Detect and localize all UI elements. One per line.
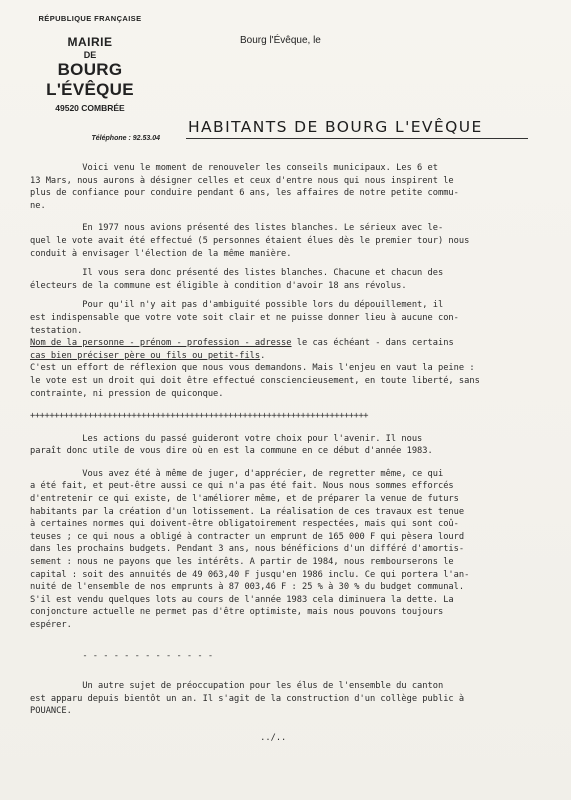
underlined-text: cas bien préciser père ou fils ou petit-fils	[30, 350, 261, 361]
text-line: teuses ; ce qui nous a obligé à contracter un emprunt de 165 000 F qui pèsera lourd	[30, 531, 465, 542]
phone-number: Téléphone : 92.53.04	[91, 135, 160, 142]
text-line: contrainte, ni pression de quiconque.	[30, 388, 224, 399]
mairie-label: MAIRIE	[67, 35, 113, 49]
text-line	[30, 337, 548, 350]
text-line: est indispensable que votre vote soit clair et ne puisse donner lieu à aucune con-	[30, 312, 459, 323]
text-line: Pour qu'il n'y ait pas d'ambiguité possible lors du dépouillement, il	[30, 300, 444, 311]
text-line: d'entretenir ce qui existe, de l'améliorer même, et de préparer la venue de futurs	[30, 494, 459, 505]
dash-line: - - - - - - - - - - - - -	[82, 650, 214, 661]
paragraph-actions	[30, 433, 548, 458]
paragraph-1977	[30, 222, 548, 260]
text-line: POUANCE.	[30, 706, 72, 717]
text-line: habitants par la création d'un lotissement. La réalisation de ces travaux est tenue	[30, 506, 465, 517]
paragraph-listes-blanches	[30, 267, 548, 292]
de-label: DE	[83, 50, 97, 60]
text-line	[30, 350, 548, 363]
text-line: plus de confiance pour conduire pendant 6 ans, les affaires de notre petite commu-	[30, 188, 459, 199]
town-name: BOURG L'ÉVÊQUE	[46, 60, 134, 99]
letterhead	[20, 14, 160, 142]
text-line: dans les prochains budgets. Pendant 3 ans, nous bénéficions d'un différé d'amortis-	[30, 544, 465, 555]
title-underline	[186, 138, 528, 139]
plus-separator: ++++++++++++++++++++++++++++++++++++++++++++++++++++++++++++++++++++++	[30, 411, 369, 422]
text-line: ne.	[30, 200, 46, 211]
text-line: quel le vote avait été effectué (5 personnes étaient élues dès le premier tour) nous	[30, 235, 470, 246]
text-line: Il vous sera donc présenté des listes blanches. Chacune et chacun des	[30, 268, 444, 279]
paragraph-reflexion	[30, 362, 548, 400]
text-line: Vous avez été à même de juger, d'apprécier, de regretter même, ce qui	[30, 468, 444, 479]
place-date: Bourg l'Évêque, le	[240, 35, 321, 46]
postal-address: 49520 COMBRÉE	[55, 103, 125, 113]
text-line: testation.	[30, 325, 83, 336]
text-line: Un autre sujet de préoccupation pour les élus de l'ensemble du canton	[30, 681, 444, 692]
paragraph-vote	[30, 299, 548, 362]
text-line: conjoncture actuelle ne permet pas d'être optimiste, mais nous pouvons toujours	[30, 607, 444, 618]
page-title: HABITANTS DE BOURG L'EVÊQUE	[188, 118, 483, 136]
text-line: à certaines normes qui doivent-être obligatoirement respectées, mais qui sont coû-	[30, 519, 459, 530]
text-line: sement : nous ne payons que les intérêts. A partir de 1984, nous rembourserons le	[30, 557, 454, 568]
text-line: Voici venu le moment de renouveler les conseils municipaux. Les 6 et	[30, 163, 438, 173]
continued-marker	[30, 732, 548, 745]
continued-text: ../..	[260, 732, 287, 743]
text-line: électeurs de la commune est éligible à condition d'avoir 18 ans révolus.	[30, 280, 407, 291]
paragraph-elections	[30, 162, 548, 212]
paragraph-college	[30, 680, 548, 718]
text-line: C'est un effort de réflexion que nous vous demandons. Mais l'enjeu en vaut la peine :	[30, 363, 475, 374]
text-line: espérer.	[30, 620, 72, 630]
text-line: S'il est vendu quelques lots au cours de l'année 1983 cela diminuera la dette. La	[30, 594, 454, 605]
paragraph-bilan	[30, 468, 548, 632]
text-fragment: .	[260, 350, 266, 361]
text-line: conduit à envisager l'élection de la même manière.	[30, 248, 292, 259]
text-fragment: le cas échéant - dans certains	[291, 338, 454, 349]
text-line: paraît donc utile de vous dire où en est la commune en ce début d'année 1983.	[30, 446, 433, 457]
text-line: a été fait, et peut-être aussi ce qui n'a pas été fait. Nous nous sommes efforcés	[30, 481, 454, 492]
text-line: Les actions du passé guideront votre choix pour l'avenir. Il nous	[30, 433, 423, 444]
text-line: est apparu depuis bientôt un an. Il s'agit de la construction d'un collège public à	[30, 693, 465, 704]
text-line: le vote est un droit qui doit être effectué consciencieusement, en toute liberté, sans	[30, 375, 480, 386]
text-line: 13 Mars, nous aurons à désigner celles et ceux d'entre nous qui nous inspirent le	[30, 175, 454, 186]
text-line: En 1977 nous avions présenté des listes blanches. Le sérieux avec le-	[30, 223, 444, 234]
dash-separator	[30, 650, 548, 663]
underlined-text: Nom de la personne - prénom - profession - adresse	[30, 338, 292, 349]
text-line: capital : soit des annuités de 49 063,40 F jusqu'en 1986 inclu. Ce qui portera l'an-	[30, 569, 470, 580]
letter-body	[30, 162, 548, 745]
republic-header: RÉPUBLIQUE FRANÇAISE	[38, 14, 142, 23]
text-line: nuité de l'ensemble de nos emprunts à 87 003,46 F : 25 % à 30 % du budget communal.	[30, 582, 465, 593]
